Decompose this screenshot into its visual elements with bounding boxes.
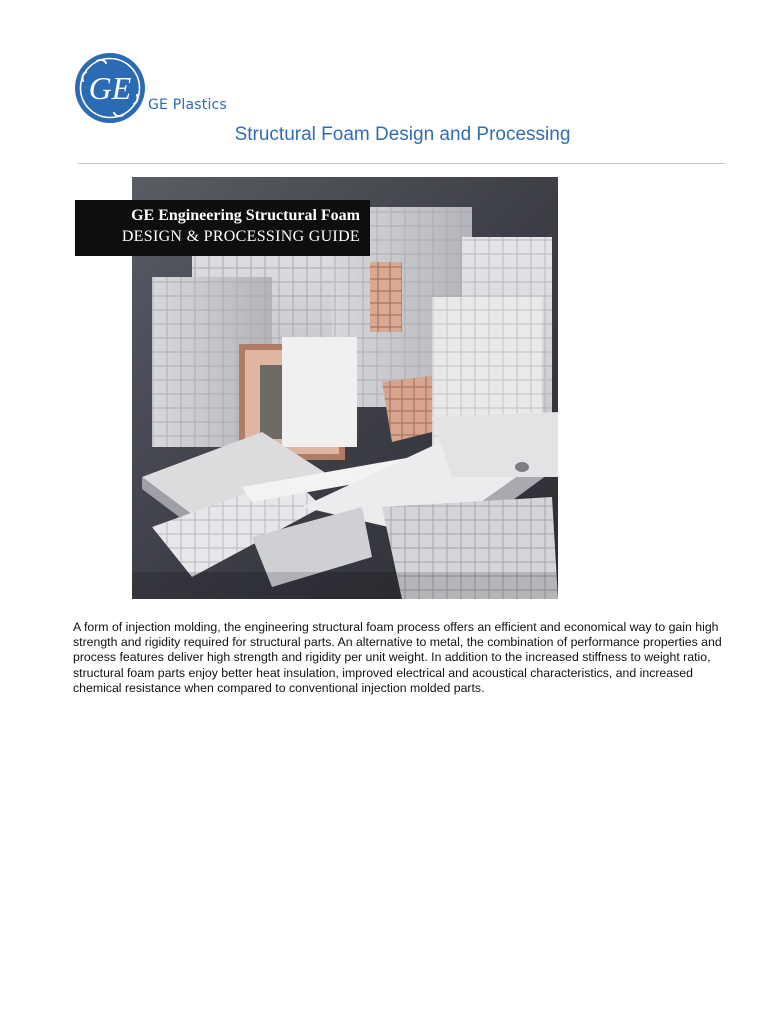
cover-label-line2: DESIGN & PROCESSING GUIDE xyxy=(121,228,360,245)
page-title: Structural Foam Design and Processing xyxy=(234,124,571,145)
cover-label xyxy=(75,200,370,256)
cover-label-line1: GE Engineering Structural Foam xyxy=(131,207,360,224)
logo-monogram: GE xyxy=(88,70,132,106)
ge-logo-icon xyxy=(73,51,147,125)
brand-name: GE Plastics xyxy=(148,97,227,113)
body-paragraph: A form of injection molding, the engineering structural foam process offers an efficient and economical way to gain high strength and rigidity required for structural parts. An alternative to metal, the combination of performance properties and process features deliver high strength and rigidity per unit weight. In addition to the increased stiffness to weight ratio, structural foam parts enjoy better heat insulation, improved electrical and acoustical characteristics, and increased chemical resistance when compared to conventional injection molded parts. xyxy=(73,620,722,695)
header-divider xyxy=(78,163,725,164)
